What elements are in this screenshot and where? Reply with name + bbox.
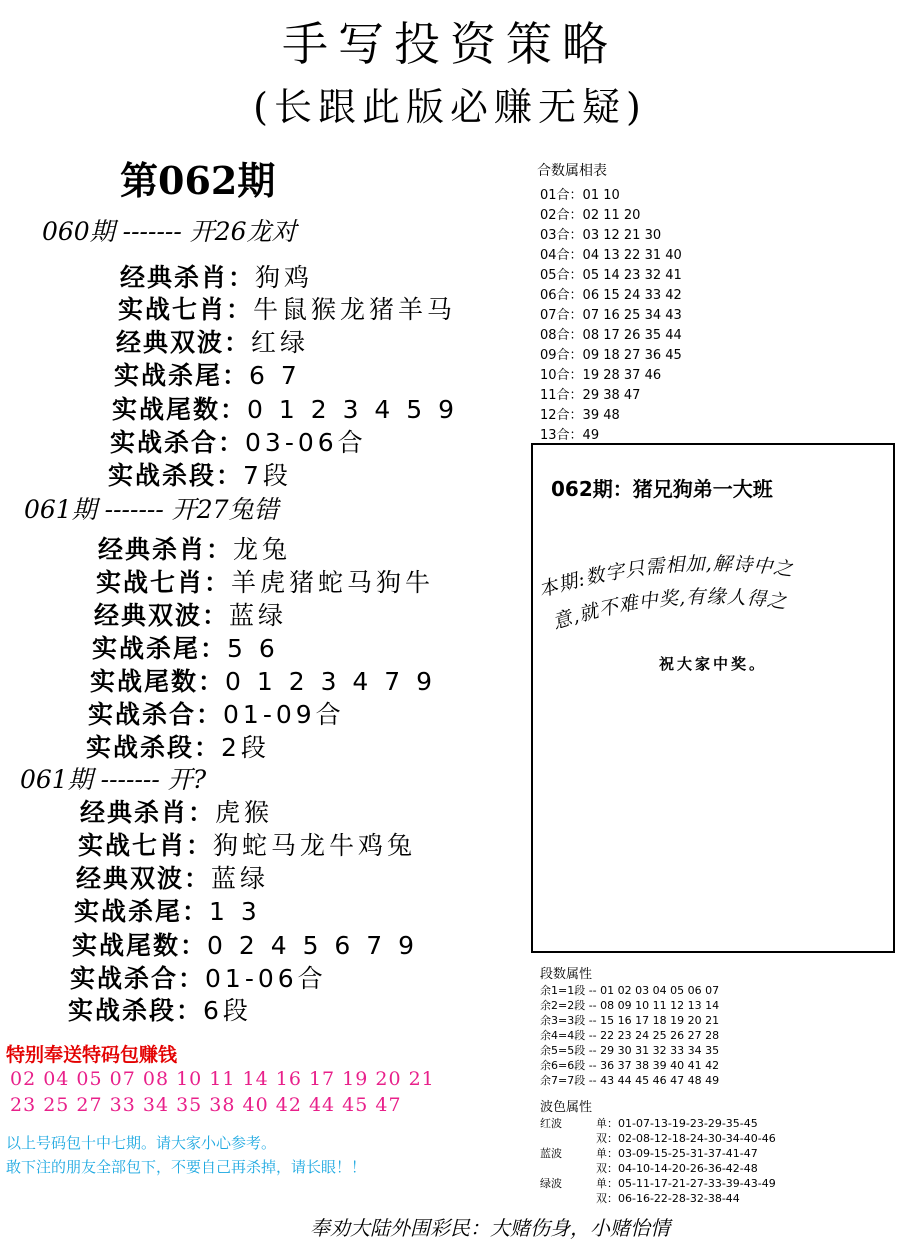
- row-seven-zodiac: 实战七肖：狗蛇马龙牛鸡兔: [78, 831, 417, 860]
- row-kill-tail: 实战杀尾：5 6: [92, 634, 279, 663]
- duan-row: 余6=6段 -- 36 37 38 39 40 41 42: [540, 1059, 720, 1072]
- bo-dan: 单：01-07-13-19-23-29-35-45: [596, 1117, 758, 1130]
- row-kill-duan: 实战杀段：6段: [68, 996, 252, 1025]
- he-row: 10合：19 28 37 46: [540, 368, 662, 383]
- poem-hint-arc: [533, 535, 893, 655]
- period-heading: 061期 ------- 开?: [20, 765, 207, 794]
- he-row: 05合：05 14 23 32 41: [540, 268, 682, 283]
- bo-dan: 单：03-09-15-25-31-37-41-47: [596, 1147, 758, 1160]
- special-note: 以上号码包十中七期。请大家小心参考。: [6, 1134, 277, 1152]
- duan-row: 余4=4段 -- 22 23 24 25 26 27 28: [540, 1029, 720, 1042]
- poem-box: [531, 443, 895, 953]
- duan-row: 余7=7段 -- 43 44 45 46 47 48 49: [540, 1074, 720, 1087]
- bo-name: 蓝波: [540, 1147, 562, 1160]
- row-kill-he: 实战杀合：01-06合: [70, 964, 327, 993]
- special-heading: 特别奉送特码包赚钱: [6, 1044, 178, 1066]
- row-kill-tail: 实战杀尾：1 3: [74, 897, 261, 926]
- footer-text: 奉劝大陆外围彩民：大赌伤身，小赌怡情: [310, 1216, 670, 1240]
- row-kill-he: 实战杀合：01-09合: [88, 700, 345, 729]
- bo-shuang: 双：04-10-14-20-26-36-42-48: [596, 1162, 758, 1175]
- duan-table-title: 段数属性: [540, 967, 593, 982]
- he-row: 08合：08 17 26 35 44: [540, 328, 682, 343]
- duan-row: 余1=1段 -- 01 02 03 04 05 06 07: [540, 984, 720, 997]
- wish-text: 祝大家中奖。: [658, 655, 767, 673]
- duan-row: 余2=2段 -- 08 09 10 11 12 13 14: [540, 999, 720, 1012]
- duan-row: 余5=5段 -- 29 30 31 32 33 34 35: [540, 1044, 720, 1057]
- bo-table-title: 波色属性: [540, 1100, 593, 1115]
- he-row: 06合：06 15 24 33 42: [540, 288, 682, 303]
- he-row: 11合：29 38 47: [540, 388, 641, 403]
- he-table-title: 合数属相表: [537, 163, 607, 179]
- row-double-wave: 经典双波：红绿: [116, 328, 310, 357]
- page-title: 手写投资策略: [282, 17, 618, 71]
- row-kill-he: 实战杀合：03-06合: [110, 428, 367, 457]
- row-kill-duan: 实战杀段：2段: [86, 733, 270, 762]
- row-seven-zodiac: 实战七肖：羊虎猪蛇马狗牛: [96, 568, 435, 597]
- he-row: 09合：09 18 27 36 45: [540, 348, 682, 363]
- row-kill-tail: 实战杀尾：6 7: [114, 361, 301, 390]
- row-tail-digits: 实战尾数：0 1 2 3 4 7 9: [90, 667, 437, 696]
- row-tail-digits: 实战尾数：0 2 4 5 6 7 9: [72, 931, 419, 960]
- he-row: 04合：04 13 22 31 40: [540, 248, 682, 263]
- row-seven-zodiac: 实战七肖：牛鼠猴龙猪羊马: [118, 295, 457, 324]
- he-row: 03合：03 12 21 30: [540, 228, 662, 243]
- row-kill-zodiac: 经典杀肖：狗鸡: [120, 263, 314, 292]
- period-heading: 061期 ------- 开27兔错: [24, 495, 279, 524]
- period-heading: 060期 ------- 开26龙对: [42, 217, 297, 246]
- special-numbers: 23 25 27 33 34 35 38 40 42 44 45 47: [10, 1094, 402, 1116]
- poem-line: 062期：猪兄狗弟一大班: [551, 477, 773, 501]
- he-row: 02合：02 11 20: [540, 208, 641, 223]
- bo-name: 绿波: [540, 1177, 562, 1190]
- he-row: 07合：07 16 25 34 43: [540, 308, 682, 323]
- row-kill-duan: 实战杀段：7段: [108, 461, 292, 490]
- he-row: 13合：49: [540, 428, 600, 443]
- bo-shuang: 双：06-16-22-28-32-38-44: [596, 1192, 740, 1205]
- row-kill-zodiac: 经典杀肖：龙兔: [98, 535, 292, 564]
- poem-hint-line: 本期:数字只需相加,解诗中之: [536, 552, 795, 602]
- row-tail-digits: 实战尾数：0 1 2 3 4 5 9: [112, 395, 459, 424]
- row-double-wave: 经典双波：蓝绿: [76, 864, 270, 893]
- svg-text:意,就不难中奖,有缘人得之: [550, 586, 788, 634]
- issue-number: 第062期: [120, 158, 276, 203]
- bo-dan: 单：05-11-17-21-27-33-39-43-49: [596, 1177, 776, 1190]
- row-double-wave: 经典双波：蓝绿: [94, 601, 288, 630]
- special-numbers: 02 04 05 07 08 10 11 14 16 17 19 20 21: [10, 1068, 435, 1090]
- poem-hint-line: 意,就不难中奖,有缘人得之: [550, 585, 789, 634]
- duan-row: 余3=3段 -- 15 16 17 18 19 20 21: [540, 1014, 720, 1027]
- he-row: 12合：39 48: [540, 408, 620, 423]
- he-row: 01合：01 10: [540, 188, 620, 203]
- bo-name: 红波: [540, 1117, 562, 1130]
- row-kill-zodiac: 经典杀肖：虎猴: [80, 798, 274, 827]
- bo-shuang: 双：02-08-12-18-24-30-34-40-46: [596, 1132, 776, 1145]
- page-subtitle: (长跟此版必赚无疑): [253, 85, 647, 129]
- special-note: 敢下注的朋友全部包下，不要自己再杀掉，请长眼！！: [6, 1158, 367, 1176]
